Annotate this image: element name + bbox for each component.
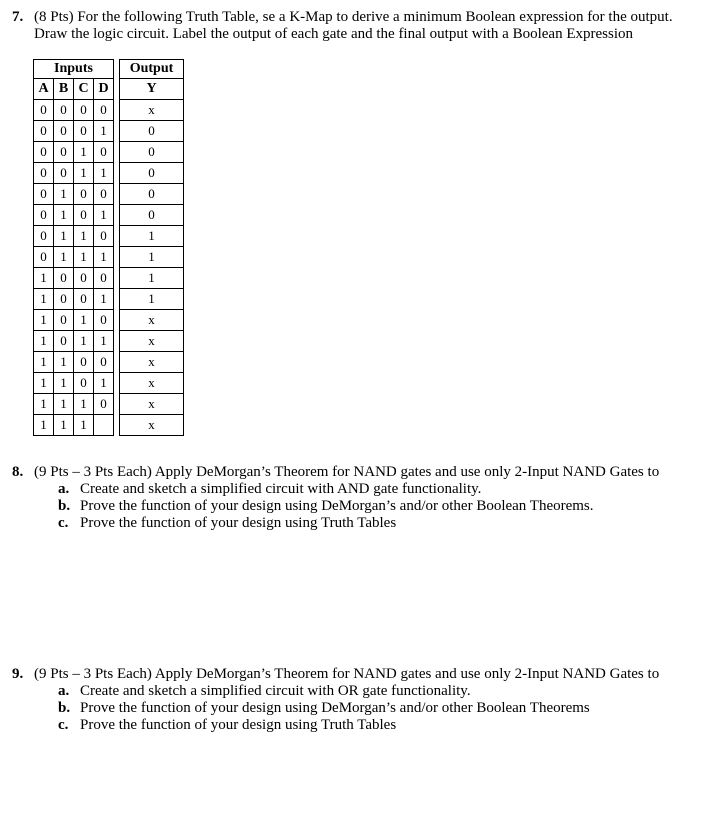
question-7: [12, 9, 682, 42]
inputs-header: Inputs: [34, 60, 114, 79]
cell-b: 1: [54, 184, 74, 205]
cell-y: 0: [120, 184, 184, 205]
cell-a: 1: [34, 268, 54, 289]
cell-a: 0: [34, 121, 54, 142]
cell-c: 0: [74, 289, 94, 310]
cell-b: 0: [54, 142, 74, 163]
cell-y: x: [120, 331, 184, 352]
truth-table: [33, 59, 184, 436]
cell-b: 1: [54, 373, 74, 394]
cell-y: x: [120, 394, 184, 415]
item-text: Prove the function of your design using DeMorgan’s and/or other Boolean Theorems.: [80, 498, 594, 514]
item-label: a.: [58, 683, 70, 699]
cell-a: 1: [34, 310, 54, 331]
item-label: b.: [58, 498, 71, 514]
question-8-item-a: [58, 481, 481, 498]
cell-d: 1: [94, 289, 114, 310]
cell-d: 0: [94, 394, 114, 415]
column-y-header: Y: [120, 79, 184, 100]
cell-c: 1: [74, 415, 94, 436]
cell-d: 1: [94, 373, 114, 394]
truth-table-column-header: [34, 79, 184, 100]
question-8-item-c: [58, 515, 396, 532]
cell-c: 0: [74, 100, 94, 121]
question-8-number: 8.: [12, 464, 24, 480]
table-row: [34, 121, 184, 142]
question-8-item-b: [58, 498, 594, 515]
column-d-header: D: [94, 79, 114, 100]
cell-y: x: [120, 415, 184, 436]
cell-y: x: [120, 100, 184, 121]
table-row: [34, 373, 184, 394]
cell-b: 0: [54, 268, 74, 289]
cell-b: 1: [54, 352, 74, 373]
cell-c: 1: [74, 331, 94, 352]
table-row: [34, 142, 184, 163]
cell-c: 0: [74, 268, 94, 289]
question-9: [12, 666, 682, 683]
cell-d: 1: [94, 121, 114, 142]
question-9-number: 9.: [12, 666, 24, 682]
table-row: [34, 268, 184, 289]
cell-y: 1: [120, 247, 184, 268]
item-label: a.: [58, 481, 70, 497]
cell-a: 0: [34, 100, 54, 121]
cell-b: 0: [54, 121, 74, 142]
cell-y: 1: [120, 226, 184, 247]
cell-y: 1: [120, 268, 184, 289]
cell-a: 0: [34, 205, 54, 226]
cell-a: 0: [34, 226, 54, 247]
cell-b: 0: [54, 310, 74, 331]
table-row: [34, 184, 184, 205]
question-9-item-c: [58, 717, 396, 734]
question-9-item-a: [58, 683, 471, 700]
cell-b: 1: [54, 205, 74, 226]
cell-a: 0: [34, 142, 54, 163]
table-row: [34, 163, 184, 184]
cell-b: 0: [54, 100, 74, 121]
cell-c: 1: [74, 310, 94, 331]
item-text: Prove the function of your design using DeMorgan’s and/or other Boolean Theorems: [80, 700, 590, 716]
table-row: [34, 310, 184, 331]
table-row: [34, 247, 184, 268]
cell-d: 1: [94, 331, 114, 352]
cell-c: 0: [74, 352, 94, 373]
cell-a: 1: [34, 373, 54, 394]
column-c-header: C: [74, 79, 94, 100]
cell-c: 1: [74, 226, 94, 247]
table-row: [34, 205, 184, 226]
cell-d: 1: [94, 247, 114, 268]
cell-b: 1: [54, 415, 74, 436]
item-label: c.: [58, 515, 69, 531]
item-text: Create and sketch a simplified circuit with OR gate functionality.: [80, 683, 471, 699]
question-8: [12, 464, 682, 481]
column-a-header: A: [34, 79, 54, 100]
cell-c: 1: [74, 394, 94, 415]
question-8-text: (9 Pts – 3 Pts Each) Apply DeMorgan’s Theorem for NAND gates and use only 2-Input NAND Gates to: [34, 464, 660, 480]
item-text: Create and sketch a simplified circuit with AND gate functionality.: [80, 481, 482, 497]
item-label: c.: [58, 717, 69, 733]
table-row: [34, 226, 184, 247]
cell-y: 0: [120, 142, 184, 163]
cell-y: x: [120, 352, 184, 373]
item-text: Prove the function of your design using Truth Tables: [80, 717, 397, 733]
cell-c: 0: [74, 373, 94, 394]
cell-c: 0: [74, 184, 94, 205]
cell-d: 0: [94, 184, 114, 205]
cell-a: 1: [34, 331, 54, 352]
cell-d: 0: [94, 268, 114, 289]
cell-d: 0: [94, 310, 114, 331]
cell-a: 1: [34, 415, 54, 436]
cell-a: 0: [34, 163, 54, 184]
truth-table-group-header: [34, 60, 184, 79]
cell-d: [94, 415, 114, 436]
table-row: [34, 289, 184, 310]
cell-d: 0: [94, 226, 114, 247]
cell-a: 0: [34, 247, 54, 268]
cell-a: 0: [34, 184, 54, 205]
cell-b: 1: [54, 394, 74, 415]
cell-c: 1: [74, 142, 94, 163]
cell-y: 0: [120, 163, 184, 184]
column-b-header: B: [54, 79, 74, 100]
question-9-text: (9 Pts – 3 Pts Each) Apply DeMorgan’s Theorem for NAND gates and use only 2-Input NAND Gates to: [34, 666, 660, 682]
output-header: Output: [120, 60, 184, 79]
cell-a: 1: [34, 394, 54, 415]
table-row: [34, 352, 184, 373]
cell-y: x: [120, 373, 184, 394]
cell-b: 0: [54, 331, 74, 352]
cell-y: 0: [120, 121, 184, 142]
cell-y: 1: [120, 289, 184, 310]
cell-y: 0: [120, 205, 184, 226]
item-text: Prove the function of your design using Truth Tables: [80, 515, 397, 531]
cell-c: 1: [74, 163, 94, 184]
question-9-item-b: [58, 700, 590, 717]
cell-c: 1: [74, 247, 94, 268]
cell-a: 1: [34, 352, 54, 373]
cell-d: 0: [94, 352, 114, 373]
cell-d: 0: [94, 100, 114, 121]
item-label: b.: [58, 700, 71, 716]
cell-a: 1: [34, 289, 54, 310]
table-row: [34, 415, 184, 436]
question-7-text: (8 Pts) For the following Truth Table, se a K-Map to derive a minimum Boolean expression for the output. Draw the logic circuit. Label the output of each gate and the final output with a Boolean Expression: [34, 9, 673, 42]
question-7-number: 7.: [12, 9, 24, 25]
cell-d: 1: [94, 163, 114, 184]
cell-b: 1: [54, 226, 74, 247]
cell-b: 1: [54, 247, 74, 268]
table-row: [34, 100, 184, 121]
cell-d: 1: [94, 205, 114, 226]
cell-d: 0: [94, 142, 114, 163]
truth-table-body: [34, 100, 184, 436]
cell-c: 0: [74, 205, 94, 226]
table-row: [34, 331, 184, 352]
cell-b: 0: [54, 163, 74, 184]
cell-c: 0: [74, 121, 94, 142]
table-row: [34, 394, 184, 415]
cell-b: 0: [54, 289, 74, 310]
cell-y: x: [120, 310, 184, 331]
